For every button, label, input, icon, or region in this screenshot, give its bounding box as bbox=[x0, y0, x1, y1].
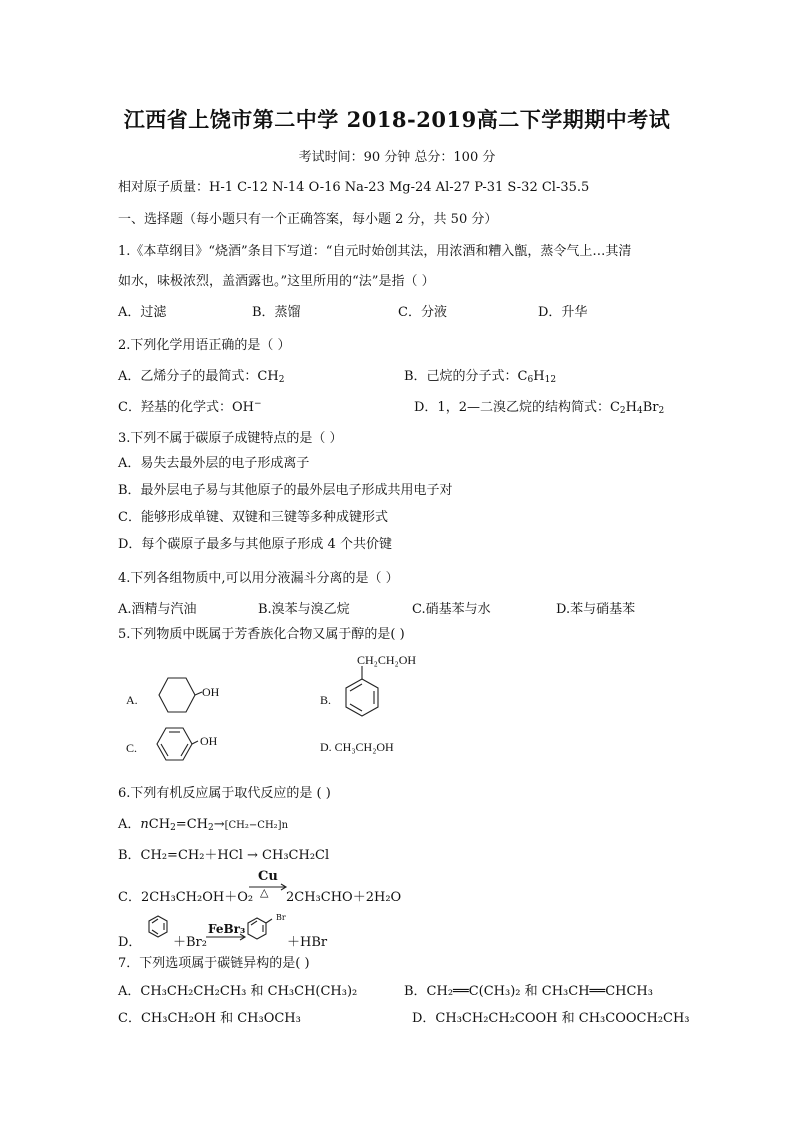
exam-info: 考试时间：90 分钟 总分：100 分 bbox=[298, 150, 496, 165]
q7-option-a: A．CH₃CH₂CH₂CH₃ 和 CH₃CH(CH₃)₂ bbox=[118, 984, 358, 999]
phenol-ring-icon bbox=[148, 726, 208, 770]
q6-option-d-substituent: Br bbox=[276, 913, 286, 922]
q5-option-c-group: OH bbox=[200, 734, 218, 748]
q2-option-b: B．己烷的分子式：$C_6H_{12}$ bbox=[404, 369, 557, 385]
q1-stem-line2: 如水，味极浓烈，盖酒露也。”这里所用的“法”是指（ ） bbox=[118, 274, 435, 289]
q4-option-d: D.苯与硝基苯 bbox=[556, 602, 636, 617]
q1-stem-line1: 1.《本草纲目》“烧酒”条目下写道：“自元时始创其法，用浓酒和糟入甑，蒸令气上…其清 bbox=[118, 244, 632, 259]
q2-option-c: C．羟基的化学式：OH− bbox=[118, 399, 262, 415]
q6-stem: 6.下列有机反应属于取代反应的是 ( ) bbox=[118, 786, 331, 801]
q2-stem: 2.下列化学用语正确的是（ ） bbox=[118, 338, 291, 353]
q3-option-d: D．每个碳原子最多与其他原子形成 4 个共价键 bbox=[118, 537, 392, 552]
q4-option-b: B.溴苯与溴乙烷 bbox=[258, 602, 350, 617]
q7-option-d: D．CH₃CH₂CH₂COOH 和 CH₃COOCH₂CH₃ bbox=[412, 1011, 690, 1026]
q3-stem: 3.下列不属于碳原子成键特点的是（ ） bbox=[118, 431, 343, 446]
benzene-ring-icon bbox=[340, 666, 390, 726]
bromobenzene-product-icon bbox=[246, 915, 280, 941]
q4-option-a: A.酒精与汽油 bbox=[118, 602, 197, 617]
cyclohexane-ring-icon bbox=[150, 676, 210, 724]
q3-option-b: B．最外层电子易与其他原子的最外层电子形成共用电子对 bbox=[118, 483, 453, 498]
q1-option-b: B．蒸馏 bbox=[252, 305, 301, 320]
q7-option-b: B．CH₂══C(CH₃)₂ 和 CH₃CH══CHCH₃ bbox=[404, 984, 653, 999]
q6-option-c-left: C．2CH₃CH₂OH＋O₂ bbox=[118, 890, 254, 905]
q6-option-b: B．CH₂=CH₂＋HCl → CH₃CH₂Cl bbox=[118, 848, 330, 863]
q4-option-c: C.硝基苯与水 bbox=[412, 602, 491, 617]
q6-option-d-tail: ＋HBr bbox=[287, 935, 328, 950]
q4-stem: 4.下列各组物质中,可以用分液漏斗分离的是（ ） bbox=[118, 571, 399, 586]
q5-option-d: D. CH₃CH₂OH bbox=[320, 740, 394, 754]
q1-option-d: D．升华 bbox=[538, 305, 588, 320]
q7-option-c: C．CH₃CH₂OH 和 CH₃OCH₃ bbox=[118, 1011, 301, 1026]
q1-option-a: A．过滤 bbox=[118, 305, 167, 320]
q6-option-c-heat: △ bbox=[260, 886, 269, 899]
reaction-arrow-icon bbox=[249, 884, 289, 892]
q6-option-d-prefix: D． bbox=[118, 935, 142, 950]
q3-option-a: A．易失去最外层的电子形成离子 bbox=[118, 456, 310, 471]
q6-option-d-reagent: ＋Br₂ bbox=[173, 935, 207, 950]
q2-option-d: D．1，2—二溴乙烷的结构简式：$C_2H_4Br_2$ bbox=[414, 400, 665, 416]
q6-option-a: A．$nCH_2=CH_2\to[CH_2-CH_2]n$ bbox=[118, 817, 289, 833]
benzene-reactant-icon bbox=[147, 915, 171, 941]
atomic-masses: 相对原子质量：H-1 C-12 N-14 O-16 Na-23 Mg-24 Al-27 P-31 S-32 Cl-35.5 bbox=[118, 180, 590, 195]
q2-option-a: A．乙烯分子的最简式：$CH_2$ bbox=[118, 369, 285, 385]
reaction-arrow-icon bbox=[206, 934, 248, 942]
q5-stem: 5.下列物质中既属于芳香族化合物又属于醇的是( ) bbox=[118, 627, 405, 642]
q3-option-c: C．能够形成单键、双键和三键等多种成键形式 bbox=[118, 510, 388, 525]
q6-option-c-right: 2CH₃CHO＋2H₂O bbox=[286, 890, 402, 905]
q5-option-a-group: OH bbox=[202, 685, 220, 699]
q5-option-b-label: B. bbox=[320, 693, 332, 707]
q5-option-a-label: A. bbox=[126, 693, 138, 707]
exam-title: 江西省上饶市第二中学 2018-2019高二下学期期中考试 bbox=[123, 107, 671, 132]
section-heading: 一、选择题（每小题只有一个正确答案，每小题 2 分，共 50 分） bbox=[118, 212, 498, 227]
q5-option-b-group: CH₂CH₂OH bbox=[357, 653, 417, 667]
q6-option-d-catalyst: FeBr₃ bbox=[208, 922, 246, 936]
q7-stem: 7．下列选项属于碳链异构的是( ) bbox=[118, 956, 310, 971]
q5-option-c-label: C. bbox=[126, 741, 138, 755]
q1-option-c: C．分液 bbox=[398, 305, 447, 320]
q6-option-c-catalyst: Cu bbox=[258, 869, 278, 884]
